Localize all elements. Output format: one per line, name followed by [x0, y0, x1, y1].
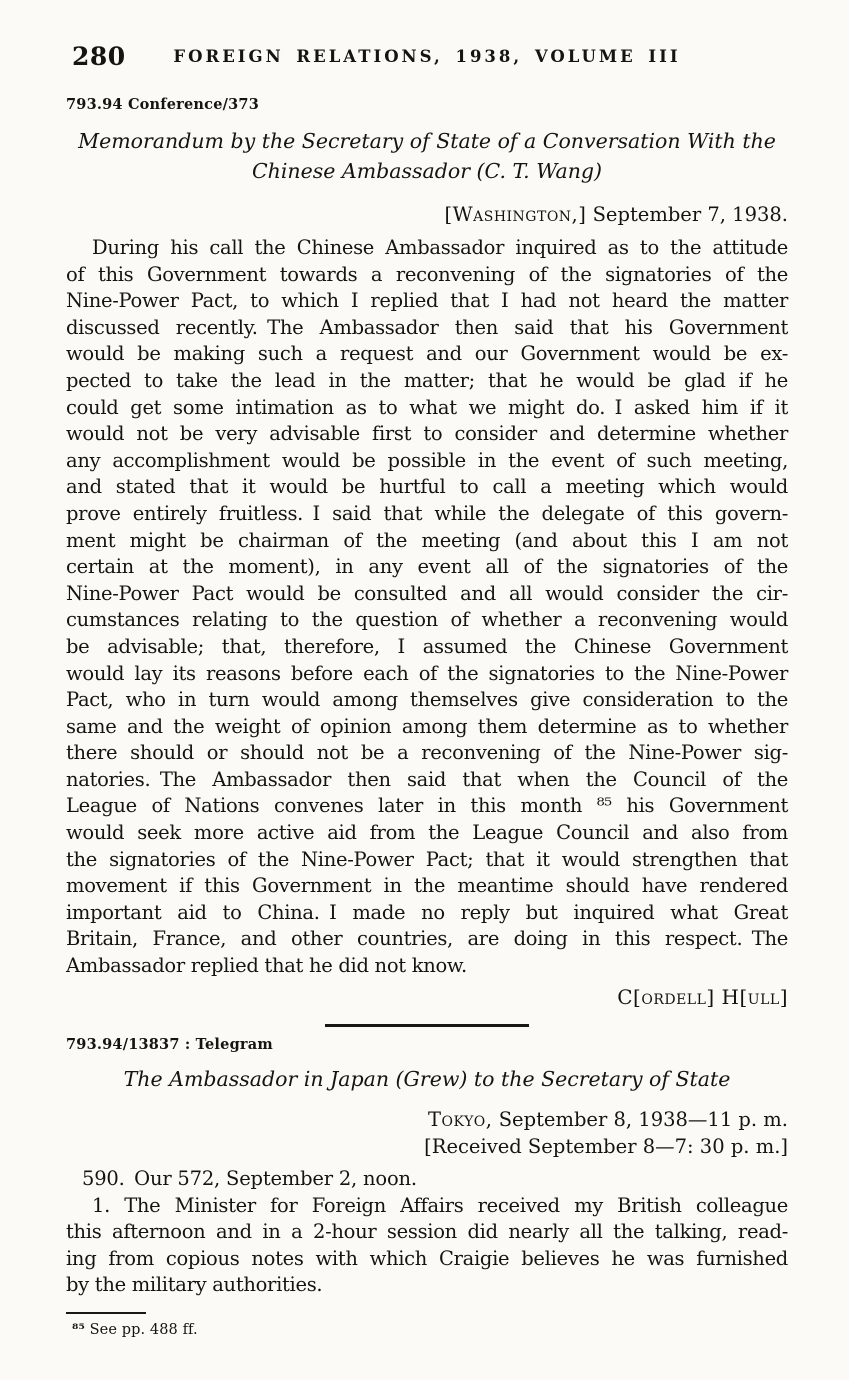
text-line: would seek more active aid from the League Council and also from: [66, 821, 788, 845]
text-line: important aid to China. I made no reply but inquired what Great: [66, 900, 788, 924]
received-line: [Received September 8—7: 30 p. m.]: [424, 1134, 788, 1158]
text-line: would lay its reasons before each of the signatories to the Nine-Power: [66, 661, 788, 685]
footnote-marker: ⁸⁵: [72, 1321, 85, 1338]
text-line: of this Government towards a reconvening of the signatories of the: [66, 262, 788, 286]
text-line: by the military authorities.: [66, 1273, 323, 1297]
text-line: same and the weight of opinion among them determine as to whether: [66, 714, 788, 738]
text-line: Ambassador replied that he did not know.: [66, 954, 467, 978]
text-line: the signatories of the Nine-Power Pact; that it would strengthen that: [66, 847, 788, 871]
memorandum-body: [66, 235, 788, 980]
text-line: prove entirely fruitless. I said that while the delegate of this govern-: [66, 501, 788, 525]
text-line: would not be very advisable first to consider and determine whether: [66, 422, 788, 446]
document-title: [66, 126, 788, 186]
footnote: [66, 1321, 788, 1338]
text-line: ing from copious notes with which Craigie believes he was furnished: [66, 1246, 788, 1270]
text-line: movement if this Government in the meantime should have rendered: [66, 874, 788, 898]
dateline: [66, 201, 788, 228]
text-line: Nine-Power Pact, to which I replied that I had not heard the matter: [66, 289, 788, 313]
text-line: would be making such a request and our Government would be ex-: [66, 342, 788, 366]
text-line: ment might be chairman of the meeting (and about this I am not: [66, 528, 788, 552]
text-line: discussed recently. The Ambassador then said that his Government: [66, 315, 788, 339]
document-title: The Ambassador in Japan (Grew) to the Secretary of State: [123, 1066, 731, 1091]
dateline-date: September 7, 1938.: [586, 203, 788, 226]
text-line: Pact, who in turn would among themselves give consideration to the: [66, 688, 788, 712]
signature: C[ordell] H[ull]: [617, 984, 788, 1009]
text-line: any accomplishment would be possible in the event of such meeting,: [66, 448, 788, 472]
text-line: there should or should not be a reconvening of the Nine-Power sig-: [66, 741, 788, 765]
document-title-line2: Chinese Ambassador (C. T. Wang): [251, 159, 603, 183]
telegram-body: [66, 1193, 788, 1299]
text-line: During his call the Chinese Ambassador inquired as to the attitude: [92, 236, 788, 259]
text-column: [66, 0, 788, 1338]
footnote-rule: [66, 1312, 146, 1314]
text-line: this afternoon and in a 2-hour session did nearly all the talking, read-: [66, 1220, 788, 1244]
text-line: pected to take the lead in the matter; that he would be glad if he: [66, 368, 788, 392]
text-line: League of Nations convenes later in this month ⁸⁵ his Government: [66, 794, 788, 818]
footnote-text: See pp. 488 ff.: [84, 1322, 198, 1338]
text-line: be advisable; that, therefore, I assumed the Chinese Government: [66, 634, 788, 658]
page-header: [66, 42, 788, 74]
text-line: natories. The Ambassador then said that when the Council of the: [66, 767, 788, 791]
text-line: 1. The Minister for Foreign Affairs received my British colleague: [92, 1193, 788, 1217]
text-line: could get some intimation as to what we might do. I asked him if it: [66, 395, 788, 419]
document-title-line1: Memorandum by the Secretary of State of a Conversation With the: [78, 129, 776, 153]
telegram-number-line: 590. Our 572, September 2, noon.: [82, 1166, 417, 1190]
file-reference: 793.94/13837 : Telegram: [66, 1035, 273, 1053]
text-line: certain at the moment), in any event all of the signatories of the: [66, 555, 788, 579]
dateline: [66, 1106, 788, 1133]
dateline-place: [Washington,]: [444, 203, 587, 226]
dateline-place: Tokyo,: [428, 1107, 493, 1131]
text-line: cumstances relating to the question of whether a reconvening would: [66, 608, 788, 632]
page-number: 280: [72, 42, 126, 71]
running-head: FOREIGN RELATIONS, 1938, VOLUME III: [173, 47, 681, 66]
text-line: Britain, France, and other countries, are doing in this respect. The: [66, 927, 788, 951]
text-line: and stated that it would be hurtful to call a meeting which would: [66, 475, 788, 499]
section-divider: [325, 1024, 529, 1027]
text-line: Nine-Power Pact would be consulted and all would consider the cir-: [66, 581, 788, 605]
dateline-date: September 8, 1938—11 p. m.: [492, 1107, 788, 1131]
file-reference: 793.94 Conference/373: [66, 96, 259, 113]
